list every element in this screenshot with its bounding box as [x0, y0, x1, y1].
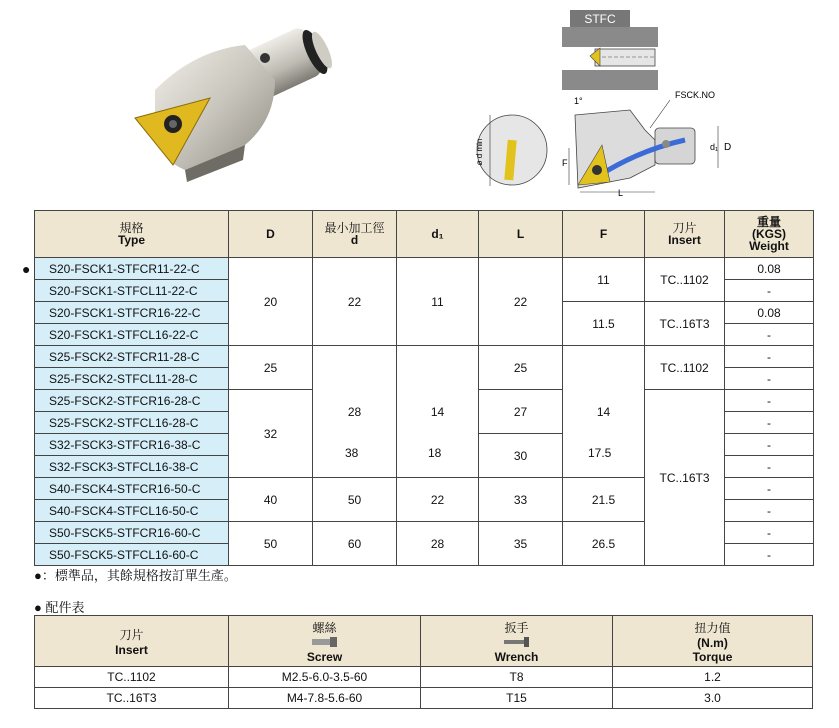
dim-L: L — [618, 188, 624, 198]
acc-torque-cell: 3.0 — [613, 688, 813, 709]
type-cell: S50-FSCK5-STFCR16-60-C — [35, 522, 229, 544]
d-cell: 60 — [313, 522, 397, 566]
D-cell: 20 — [229, 258, 313, 346]
type-cell: S40-FSCK4-STFCR16-50-C — [35, 478, 229, 500]
type-cell: S20-FSCK1-STFCL16-22-C — [35, 324, 229, 346]
acc-wrench-cell: T15 — [421, 688, 613, 709]
type-cell: S25-FSCK2-STFCL11-28-C — [35, 368, 229, 390]
weight-cell: 0.08 — [725, 302, 814, 324]
wrench-icon — [504, 637, 530, 647]
dim-D: D — [724, 142, 732, 153]
screw-icon — [312, 637, 338, 647]
accessory-header-row — [35, 616, 813, 667]
acc-wrench-header: 扳手 Wrench — [421, 616, 613, 667]
type-cell: S20-FSCK1-STFCL11-22-C — [35, 280, 229, 302]
weight-cell: - — [725, 390, 814, 412]
d-cell: 38 — [345, 446, 359, 460]
acc-insert-header: 刀片 Insert — [35, 616, 229, 667]
F-cell: 17.5 — [588, 446, 612, 460]
part-label: FSCK.NO — [675, 90, 716, 100]
col-type-header: 規格 Type — [35, 211, 229, 258]
acc-torque-cell: 1.2 — [613, 667, 813, 688]
weight-cell: - — [725, 456, 814, 478]
col-insert-header: 刀片 Insert — [645, 211, 725, 258]
acc-insert-cell: TC..16T3 — [35, 688, 229, 709]
table-row — [35, 258, 814, 280]
col-d-header: 最小加工徑 d — [313, 211, 397, 258]
type-cell: S20-FSCK1-STFCR11-22-C — [35, 258, 229, 280]
weight-cell: - — [725, 500, 814, 522]
weight-cell: - — [725, 368, 814, 390]
weight-cell: - — [725, 478, 814, 500]
acc-screw-header: 螺絲 Screw — [229, 616, 421, 667]
F-cell: 21.5 — [563, 478, 645, 522]
type-cell: S32-FSCK3-STFCR16-38-C — [35, 434, 229, 456]
insert-cell: TC..16T3 — [645, 390, 725, 566]
type-cell: S40-FSCK4-STFCL16-50-C — [35, 500, 229, 522]
weight-cell: - — [725, 412, 814, 434]
accessory-title: ● 配件表 — [34, 600, 85, 615]
dimension-drawing — [470, 90, 760, 200]
D-cell: 50 — [229, 522, 313, 566]
F-cell: 11.5 — [563, 302, 645, 346]
insert-cell: TC..1102 — [645, 258, 725, 302]
D-cell: 40 — [229, 478, 313, 522]
type-cell: S20-FSCK1-STFCR16-22-C — [35, 302, 229, 324]
weight-cell: - — [725, 544, 814, 566]
weight-cell: - — [725, 346, 814, 368]
d-cell: 28 — [313, 346, 397, 478]
d1-cell: 18 — [428, 446, 442, 460]
L-cell: 35 — [479, 522, 563, 566]
table-row — [35, 346, 814, 368]
D-cell: 25 — [229, 346, 313, 390]
dim-F: F — [562, 158, 568, 168]
series-label: STFC — [584, 12, 616, 26]
acc-torque-header: 扭力值 (N.m) Torque — [613, 616, 813, 667]
weight-cell: 0.08 — [725, 258, 814, 280]
type-cell: S25-FSCK2-STFCR16-28-C — [35, 390, 229, 412]
weight-cell: - — [725, 522, 814, 544]
dim-d1: d₁ — [710, 142, 719, 152]
dim-dmin: ø d min — [475, 138, 484, 166]
type-cell: S32-FSCK3-STFCL16-38-C — [35, 456, 229, 478]
d1-cell: 14 — [397, 346, 479, 478]
weight-cell: - — [725, 434, 814, 456]
F-cell: 11 — [563, 258, 645, 302]
d1-cell: 28 — [397, 522, 479, 566]
acc-screw-cell: M2.5-6.0-3.5-60 — [229, 667, 421, 688]
col-weight-header: 重量 (KGS) Weight — [725, 211, 814, 258]
insert-cell: TC..16T3 — [645, 302, 725, 346]
acc-insert-cell: TC..1102 — [35, 667, 229, 688]
d-cell: 22 — [313, 258, 397, 346]
spec-header-row — [35, 211, 814, 258]
stfc-schematic — [560, 10, 660, 92]
table-row — [35, 667, 813, 688]
acc-screw-cell: M4-7.8-5.6-60 — [229, 688, 421, 709]
col-d1-header: d₁ — [397, 211, 479, 258]
weight-cell: - — [725, 280, 814, 302]
col-L-header: L — [479, 211, 563, 258]
standard-note: ●：標準品，其餘規格按訂單生產。 — [34, 568, 237, 583]
d-cell: 50 — [313, 478, 397, 522]
type-cell: S50-FSCK5-STFCL16-60-C — [35, 544, 229, 566]
type-cell: S25-FSCK2-STFCL16-28-C — [35, 412, 229, 434]
L-cell: 27 — [479, 390, 563, 434]
insert-cell: TC..1102 — [645, 346, 725, 390]
standard-marker: ● — [22, 261, 31, 277]
accessory-table — [34, 615, 813, 709]
L-cell: 25 — [479, 346, 563, 390]
tool-holder-photo — [125, 20, 345, 195]
d1-cell: 22 — [397, 478, 479, 522]
col-D-header: D — [229, 211, 313, 258]
F-cell: 14 — [563, 346, 645, 478]
F-cell: 26.5 — [563, 522, 645, 566]
type-cell: S25-FSCK2-STFCR11-28-C — [35, 346, 229, 368]
d1-cell: 11 — [397, 258, 479, 346]
D-cell: 32 — [229, 390, 313, 478]
col-F-header: F — [563, 211, 645, 258]
weight-cell: - — [725, 324, 814, 346]
L-cell: 22 — [479, 258, 563, 346]
L-cell: 33 — [479, 478, 563, 522]
spec-table — [34, 210, 814, 566]
table-row — [35, 688, 813, 709]
angle-label: 1° — [574, 96, 583, 106]
L-cell: 30 — [479, 434, 563, 478]
acc-wrench-cell: T8 — [421, 667, 613, 688]
